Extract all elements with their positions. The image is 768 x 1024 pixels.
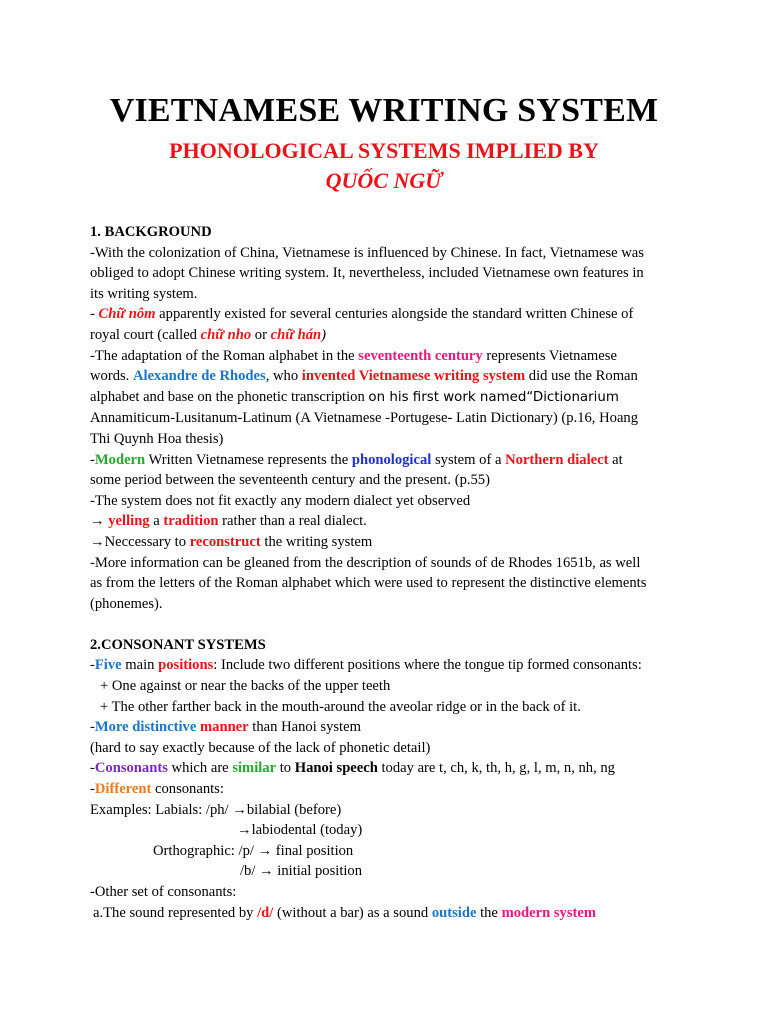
paragraph-line: -With the colonization of China, Vietnamese is influenced by Chinese. In fact, Vietnamese was xyxy=(90,244,644,261)
text-run: the writing system xyxy=(260,533,373,550)
paragraph-line: Annamiticum-Lusitanum-Latinum (A Vietnamese -Portugese- Latin Dictionary) (p.16, Hoang xyxy=(90,410,639,427)
text-run: - xyxy=(90,760,95,777)
text-run: - xyxy=(90,781,95,798)
text-run: : Include two different positions where the tongue tip formed consonants: xyxy=(213,657,642,674)
text-run: than Hanoi system xyxy=(248,719,361,736)
text-run: represents Vietnamese xyxy=(482,347,617,364)
section-spacer xyxy=(90,614,690,635)
text-run: - xyxy=(90,306,99,323)
term-hanoi-speech: Hanoi speech xyxy=(294,760,378,777)
paragraph-line: some period between the seventeenth century and the present. (p.55) xyxy=(90,472,490,489)
term-reconstruct: reconstruct xyxy=(189,533,261,550)
paragraph-line: -The system does not fit exactly any modern dialect yet observed xyxy=(90,492,471,509)
paragraph-line xyxy=(90,717,690,738)
document-body xyxy=(90,222,690,923)
document-title: VIETNAMESE WRITING SYSTEM xyxy=(109,92,659,129)
text-run: -The adaptation of the Roman alphabet in the xyxy=(90,347,359,364)
paragraph-line: Thi Quynh Hoa thesis) xyxy=(90,430,224,447)
text-run: to xyxy=(276,760,295,777)
text-run: consonants: xyxy=(151,781,224,798)
term-manner: manner xyxy=(200,719,249,736)
text-run: did use the Roman xyxy=(525,368,638,385)
text-run: , who xyxy=(265,368,302,385)
term-tradition: tradition xyxy=(163,513,219,530)
term-seventeenth-century: seventeenth century xyxy=(358,347,483,364)
term-invented-writing-system: invented Vietnamese writing system xyxy=(301,368,526,385)
text-run: today are t, ch, k, th, h, g, l, m, n, nh, ng xyxy=(377,760,615,777)
term-outside: outside xyxy=(431,904,477,921)
term-chu-nho: chữ nho xyxy=(200,326,252,343)
term-alexandre-de-rhodes: Alexandre de Rhodes xyxy=(132,368,266,385)
text-run: - xyxy=(90,719,95,736)
term-five: Five xyxy=(94,657,122,674)
text-run: alphabet and base on the phonetic transcription xyxy=(90,388,369,405)
text-run: a.The sound represented by xyxy=(93,904,258,921)
term-similar: similar xyxy=(232,760,277,777)
text-run: words. xyxy=(90,368,133,385)
bullet-line: + One against or near the backs of the upper teeth xyxy=(100,678,391,695)
term-northern-dialect: Northern dialect xyxy=(505,451,609,468)
term-different: Different xyxy=(94,781,152,798)
paragraph-line xyxy=(90,779,690,800)
paragraph-line: -More information can be gleaned from the description of sounds of de Rhodes 1651b, as well xyxy=(90,554,641,571)
paragraph-line: as from the letters of the Roman alphabet which were used to represent the distinctive elements xyxy=(90,575,647,592)
paragraph-line: /b/ → initial position xyxy=(240,863,363,880)
paragraph-line xyxy=(90,304,690,325)
term-chu-nom: Chữ nôm xyxy=(98,306,156,323)
text-run: - xyxy=(90,451,95,468)
section-2-heading: 2.CONSONANT SYSTEMS xyxy=(90,636,266,653)
text-run: main xyxy=(121,657,159,674)
term-chu-han: chữ hán xyxy=(270,326,322,343)
term-more-distinctive: More distinctive xyxy=(94,719,197,736)
subtitle-line-2: QUỐC NGỮ xyxy=(325,168,443,193)
paragraph-line xyxy=(90,758,690,779)
subtitle-line-1: PHONOLOGICAL SYSTEMS IMPLIED BY xyxy=(169,138,599,163)
term-positions: positions xyxy=(158,657,214,674)
term-phonological: phonological xyxy=(351,451,432,468)
term-modern-system: modern system xyxy=(501,904,597,921)
term-yelling: yelling xyxy=(108,513,150,530)
paragraph-line xyxy=(90,511,690,532)
text-run: rather than a real dialect. xyxy=(218,513,367,530)
arrow-text: → xyxy=(90,513,109,530)
paragraph-line xyxy=(90,346,690,367)
paragraph-line xyxy=(90,325,690,346)
paragraph-line: its writing system. xyxy=(90,285,198,302)
text-run: the xyxy=(476,904,502,921)
paragraph-line xyxy=(90,655,690,676)
text-run: royal court (called xyxy=(90,326,201,343)
text-run: system of a xyxy=(431,451,506,468)
paragraph-line xyxy=(90,366,690,387)
text-run: ) xyxy=(321,326,326,343)
text-run: apparently existed for several centuries alongside the standard written Chinese of xyxy=(155,306,634,323)
paragraph-line: (phonemes). xyxy=(90,595,163,612)
term-d: /d/ xyxy=(257,904,274,921)
section-1-heading: 1. BACKGROUND xyxy=(90,224,212,240)
text-run: which are xyxy=(167,760,233,777)
paragraph-line xyxy=(90,532,690,553)
paragraph-line xyxy=(90,903,690,924)
text-run: on his first work named“Dictionarium xyxy=(368,389,619,405)
paragraph-line: Examples: Labials: /ph/ →bilabial (before) xyxy=(90,801,342,818)
paragraph-line: obliged to adopt Chinese writing system. It, nevertheless, included Vietnamese own features in xyxy=(90,265,644,282)
text-run: →Neccessary to xyxy=(90,533,190,550)
text-run: or xyxy=(251,326,271,343)
paragraph-line: →labiodental (today) xyxy=(237,822,363,839)
paragraph-line: (hard to say exactly because of the lack of phonetic detail) xyxy=(90,739,431,756)
paragraph-line: -Other set of consonants: xyxy=(90,884,237,900)
text-run: (without a bar) as a sound xyxy=(273,904,432,921)
text-run: at xyxy=(608,451,623,468)
paragraph-line xyxy=(90,387,690,409)
text-run: Written Vietnamese represents the xyxy=(145,451,352,468)
paragraph-line xyxy=(90,450,690,471)
paragraph-line: Orthographic: /p/ → final position xyxy=(153,842,354,859)
text-run: - xyxy=(90,657,95,674)
bullet-line: + The other farther back in the mouth-around the aveolar ridge or in the back of it. xyxy=(100,698,581,715)
term-modern: Modern xyxy=(94,451,146,468)
term-consonants: Consonants xyxy=(94,760,168,777)
text-run: a xyxy=(149,513,164,530)
